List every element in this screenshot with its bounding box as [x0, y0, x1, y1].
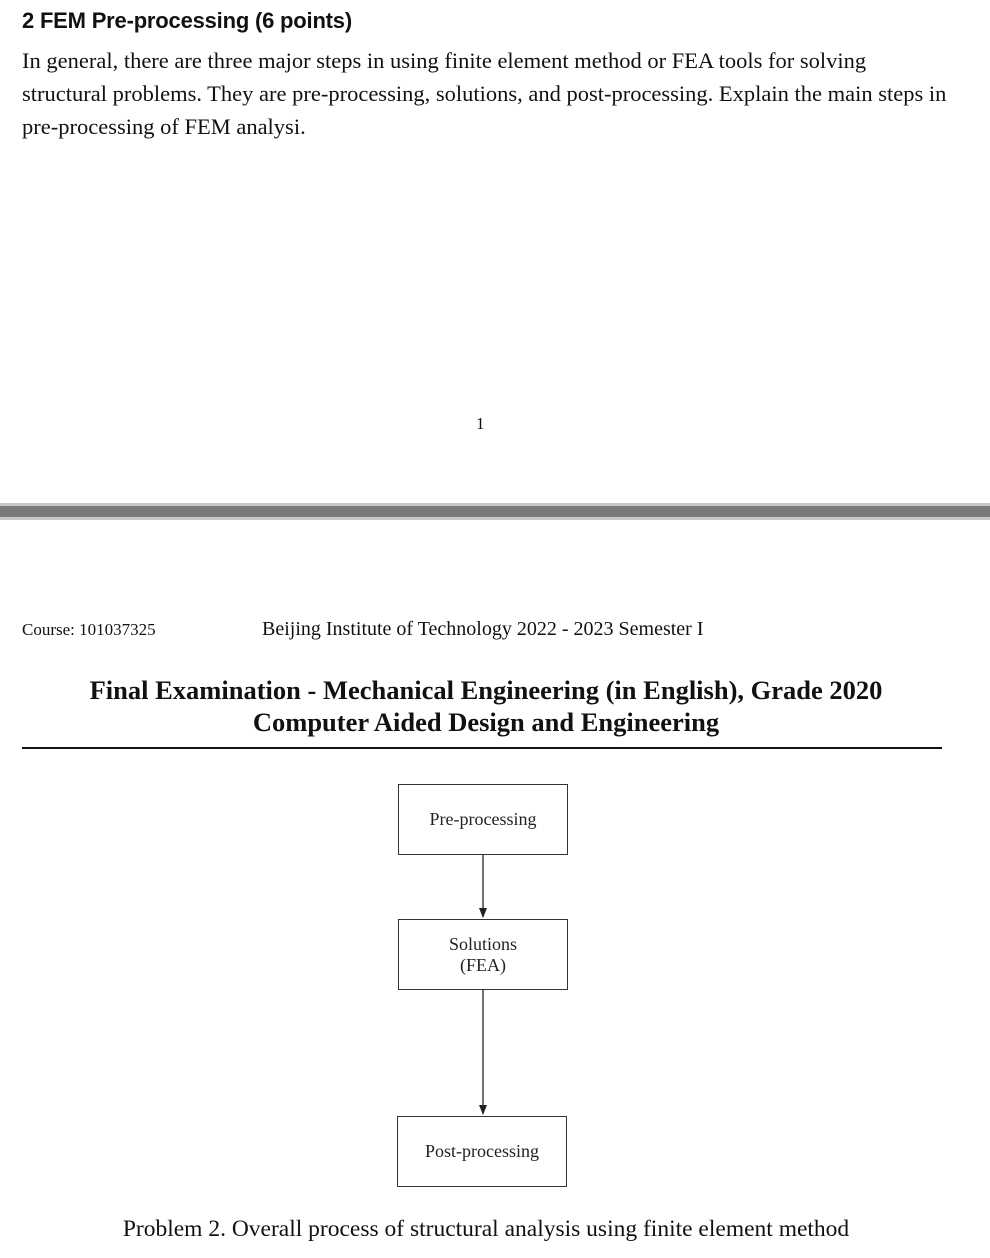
- institute-semester: Beijing Institute of Technology 2022 - 2023 Semester I: [262, 618, 704, 640]
- pre-processing-label: Pre-processing: [429, 809, 537, 829]
- arrowhead-post: [479, 1105, 487, 1115]
- page-number: 1: [476, 414, 485, 433]
- section-heading: 2 FEM Pre-processing (6 points): [22, 8, 352, 33]
- solutions-label: Solutions: [448, 933, 518, 954]
- page-separator-bar: [0, 506, 990, 517]
- post-processing-label: Post-processing: [425, 1141, 539, 1161]
- page-separator: [0, 503, 990, 520]
- arrowhead-solutions: [479, 908, 487, 918]
- flow-box-post-processing: [397, 1116, 567, 1187]
- course-number: Course: 101037325: [22, 620, 156, 639]
- flow-box-solutions: [398, 919, 568, 990]
- figure-caption: Problem 2. Overall process of structural analysis using finite element method: [122, 1216, 850, 1242]
- exam-page-1: [0, 0, 990, 503]
- title-divider: [22, 747, 942, 749]
- exam-title-line-2: Computer Aided Design and Engineering: [252, 707, 720, 737]
- fea-label: (FEA): [460, 954, 506, 975]
- exam-title-line-1: Final Examination - Mechanical Engineering (in English), Grade 2020: [89, 675, 883, 705]
- exam-title: [22, 674, 950, 738]
- question-text: In general, there are three major steps in using finite element method or FEA tools for solving structural problems. They are pre-processing, solutions, and post-processing. Explain the main steps in pre-processing of FEM analysi.: [22, 48, 947, 139]
- flow-box-pre-processing: [398, 784, 568, 855]
